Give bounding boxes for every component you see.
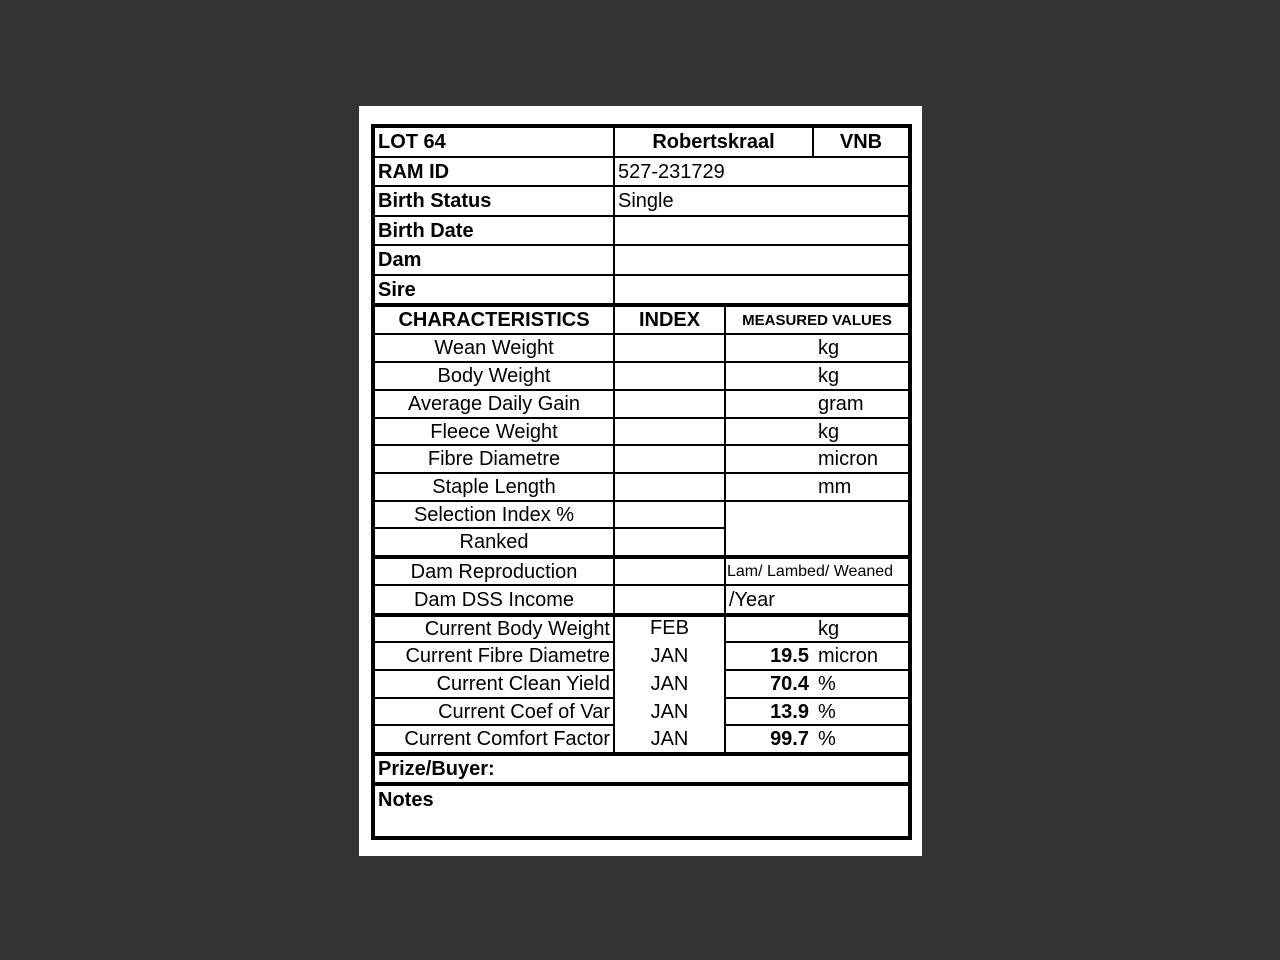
- unit-label: kg: [818, 365, 840, 387]
- characteristic-name: Wean Weight: [374, 334, 614, 362]
- month-label: FEB: [650, 617, 689, 639]
- measured-value: [725, 445, 909, 473]
- index-value: [614, 556, 725, 585]
- current-value: 19.5: [770, 645, 809, 667]
- notes-field: Notes: [374, 783, 909, 837]
- current-measured: [725, 670, 909, 698]
- unit-label: kg: [818, 337, 840, 359]
- unit-label: %: [818, 673, 836, 695]
- unit-label: micron: [818, 448, 879, 470]
- unit-label: micron: [818, 645, 879, 667]
- measured-value: [725, 473, 909, 501]
- sire-value: [614, 275, 909, 304]
- index-value: [614, 334, 725, 362]
- unit-label: kg: [818, 420, 840, 443]
- unit-label: mm: [818, 476, 852, 498]
- index-value: [614, 362, 725, 390]
- ram-id-value: 527-231729: [614, 157, 909, 186]
- birth-date-label: Birth Date: [374, 216, 614, 245]
- characteristic-name: Staple Length: [374, 473, 614, 501]
- characteristic-name: Average Daily Gain: [374, 390, 614, 418]
- characteristic-name: Fibre Diametre: [374, 445, 614, 473]
- measured-value: [725, 390, 909, 418]
- characteristics-header: CHARACTERISTICS: [374, 304, 614, 334]
- index-value: [614, 528, 725, 556]
- current-characteristic-name: Current Body Weight: [374, 614, 614, 642]
- dam-characteristic-name: Dam Reproduction: [374, 556, 614, 585]
- index-value: [614, 473, 725, 501]
- characteristic-name: Selection Index %: [374, 501, 614, 528]
- current-value: 70.4: [770, 673, 809, 695]
- month-label: JAN: [650, 700, 689, 723]
- characteristic-name: Fleece Weight: [374, 418, 614, 445]
- unit-label: %: [818, 700, 836, 723]
- characteristic-name: Ranked: [374, 528, 614, 556]
- index-value: [614, 501, 725, 528]
- characteristic-name: Body Weight: [374, 362, 614, 390]
- measured-value: [725, 362, 909, 390]
- unit-label: %: [818, 728, 836, 750]
- birth-date-value: [614, 216, 909, 245]
- lot-number: LOT 64: [374, 127, 614, 157]
- current-value: 99.7: [770, 728, 809, 750]
- dam-characteristic-name: Dam DSS Income: [374, 585, 614, 614]
- ram-id-label: RAM ID: [374, 157, 614, 186]
- current-characteristic-name: Current Coef of Var: [374, 698, 614, 725]
- current-measured: [725, 642, 909, 670]
- lot-card: [371, 124, 912, 840]
- unit-label: gram: [818, 393, 864, 415]
- measured-value: [725, 418, 909, 445]
- dam-value: [614, 245, 909, 275]
- current-measured: [725, 614, 909, 642]
- index-value: [614, 445, 725, 473]
- dam-label: Dam: [374, 245, 614, 275]
- month-label: JAN: [650, 673, 689, 695]
- current-value: 13.9: [770, 700, 809, 723]
- birth-status-value: Single: [614, 186, 909, 216]
- breeder-code: VNB: [813, 127, 909, 157]
- index-value: [614, 390, 725, 418]
- month-label: JAN: [650, 645, 689, 667]
- dam-reproduction-unit: Lam/ Lambed/ Weaned: [725, 556, 909, 585]
- measured-value: [725, 334, 909, 362]
- current-characteristic-name: Current Clean Yield: [374, 670, 614, 698]
- current-measured: [725, 725, 909, 753]
- index-value: [614, 418, 725, 445]
- birth-status-label: Birth Status: [374, 186, 614, 216]
- sire-label: Sire: [374, 275, 614, 304]
- month-label: JAN: [650, 728, 689, 750]
- lot-card-page: [359, 106, 922, 856]
- current-characteristic-name: Current Comfort Factor: [374, 725, 614, 753]
- current-measured: [725, 698, 909, 725]
- index-value: [614, 585, 725, 614]
- measured-values-header: MEASURED VALUES: [725, 304, 909, 334]
- measured-value-merged: [725, 501, 909, 556]
- index-header: INDEX: [614, 304, 725, 334]
- dam-income-unit: /Year: [725, 585, 909, 614]
- prize-buyer-field: Prize/Buyer:: [374, 753, 909, 783]
- current-characteristic-name: Current Fibre Diametre: [374, 642, 614, 670]
- breeder-name: Robertskraal: [614, 127, 813, 157]
- unit-label: kg: [818, 618, 840, 640]
